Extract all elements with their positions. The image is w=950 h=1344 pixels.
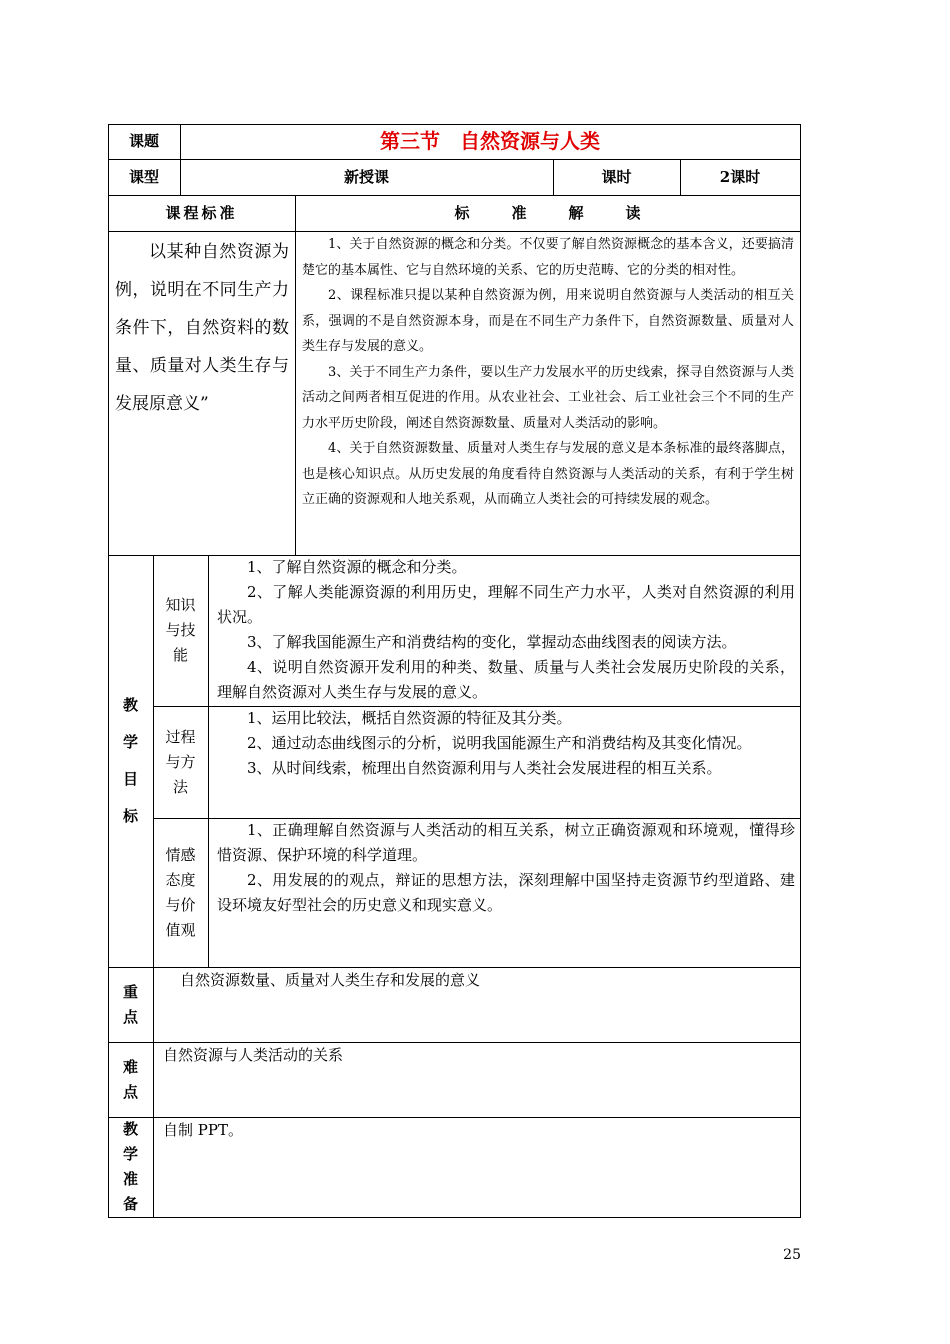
label-char: 标 <box>122 807 138 825</box>
difficulty-label <box>108 1042 153 1117</box>
objective-item: 3、从时间线索，梳理出自然资源利用与人类社会发展进程的相互关系。 <box>247 759 722 777</box>
standard-interpretation-text <box>302 232 794 554</box>
table-border-right <box>800 124 801 1218</box>
label-char: 点 <box>122 1007 138 1026</box>
label-char: 备 <box>122 1195 138 1213</box>
interpretation-paragraph: 4、关于自然资源数量、质量对人类生存与发展的意义是本条标准的最终落脚点，也是核心知识点。从历史发展的角度看待自然资源与人类活动的关系，有利于学生树立正确的资源观和人地关系观，从而确立人类社会的可持续发展的观念。 <box>302 441 794 507</box>
teaching-objectives-label <box>108 555 153 967</box>
topic-label: 课题 <box>128 132 159 150</box>
label-char: 学 <box>122 733 138 751</box>
objective-item: 1、了解自然资源的概念和分类。 <box>247 558 467 576</box>
standard-interpretation-header: 标准解读 <box>454 203 683 222</box>
label-line: 与方 <box>165 752 196 771</box>
emotion-values-label <box>153 818 208 967</box>
interpretation-paragraph: 1、关于自然资源的概念和分类。不仅要了解自然资源概念的基本含义，还要搞清楚它的基本属性、它与自然环境的关系、它的历史范畴、它的分类的相对性。 <box>302 237 794 278</box>
interpretation-paragraph: 3、关于不同生产力条件，要以生产力发展水平的历史线索，探寻自然资源与人类活动之间两者相互促进的作用。从农业社会、工业社会、后工业社会三个不同的生产力水平历史阶段，阐述自然资源数量、质量对人类活动的影响。 <box>302 364 794 431</box>
label-char: 目 <box>122 770 138 788</box>
label-char: 重 <box>122 982 138 1001</box>
objective-item: 2、了解人类能源资源的利用历史，理解不同生产力水平，人类对自然资源的利用状况。 <box>217 583 795 626</box>
label-line: 法 <box>172 777 188 796</box>
lesson-type-value: 新授课 <box>343 167 389 186</box>
label-char: 学 <box>122 1145 138 1163</box>
interpretation-paragraph: 2、课程标准只提以某种自然资源为例，用来说明自然资源与人类活动的相互关系，强调的不是自然资源本身，而是在不同生产力条件下，自然资源数量、质量对人类生存与发展的意义。 <box>302 288 794 354</box>
objective-item: 1、运用比较法，概括自然资源的特征及其分类。 <box>247 709 572 727</box>
objective-item: 2、用发展的的观点，辩证的思想方法，深刻理解中国坚持走资源节约型道路、建设环境友好型社会的历史意义和现实意义。 <box>217 871 795 914</box>
objective-item: 3、了解我国能源生产和消费结构的变化，掌握动态曲线图表的阅读方法。 <box>247 633 737 651</box>
label-line: 与技 <box>165 621 196 639</box>
emotion-values-content <box>217 818 795 967</box>
key-point-label <box>108 967 153 1042</box>
teaching-preparation-label <box>108 1117 153 1217</box>
table-line <box>208 555 209 967</box>
label-line: 态度 <box>165 870 196 889</box>
page-number: 25 <box>783 1247 801 1263</box>
objective-item: 1、正确理解自然资源与人类活动的相互关系，树立正确资源观和环境观，懂得珍惜资源、保护环境的科学道理。 <box>217 821 795 864</box>
label-line: 知识 <box>165 596 196 614</box>
label-char: 准 <box>122 1170 138 1188</box>
curriculum-standard-header: 课程标准 <box>165 203 238 222</box>
label-char: 难 <box>122 1057 138 1076</box>
key-point-content: 自然资源数量、质量对人类生存和发展的意义 <box>180 971 481 989</box>
label-line: 过程 <box>165 727 196 746</box>
table-line <box>295 195 296 555</box>
teaching-preparation-content: 自制 PPT。 <box>163 1121 243 1139</box>
objective-item: 2、通过动态曲线图示的分析，说明我国能源生产和消费结构及其变化情况。 <box>247 734 752 752</box>
label-char: 教 <box>122 1120 138 1138</box>
label-char: 点 <box>122 1082 138 1101</box>
label-line: 值观 <box>165 920 196 939</box>
class-hours-label: 课时 <box>601 167 632 186</box>
table-border-bottom <box>108 1217 801 1218</box>
class-hours-value: 2课时 <box>719 167 761 186</box>
curriculum-standard-text <box>115 233 289 553</box>
lesson-type-label: 课型 <box>128 167 159 186</box>
label-line: 与价 <box>165 895 196 914</box>
difficulty-content: 自然资源与人类活动的关系 <box>163 1046 344 1064</box>
label-line: 情感 <box>165 845 196 864</box>
knowledge-skills-content <box>217 555 795 706</box>
label-line: 能 <box>172 646 188 664</box>
process-methods-content <box>217 706 795 818</box>
page-title: 第三节 自然资源与人类 <box>380 129 600 153</box>
curriculum-standard-paragraph: 以某种自然资源为例，说明在不同生产力条件下，自然资料的数量、质量对人类生存与发展原意义” <box>115 242 289 414</box>
objective-item: 4、说明自然资源开发利用的种类、数量、质量与人类社会发展历史阶段的关系，理解自然资源对人类生存与发展的意义。 <box>217 658 795 701</box>
process-methods-label <box>153 706 208 818</box>
label-char: 教 <box>122 696 138 714</box>
knowledge-skills-label <box>153 555 208 706</box>
